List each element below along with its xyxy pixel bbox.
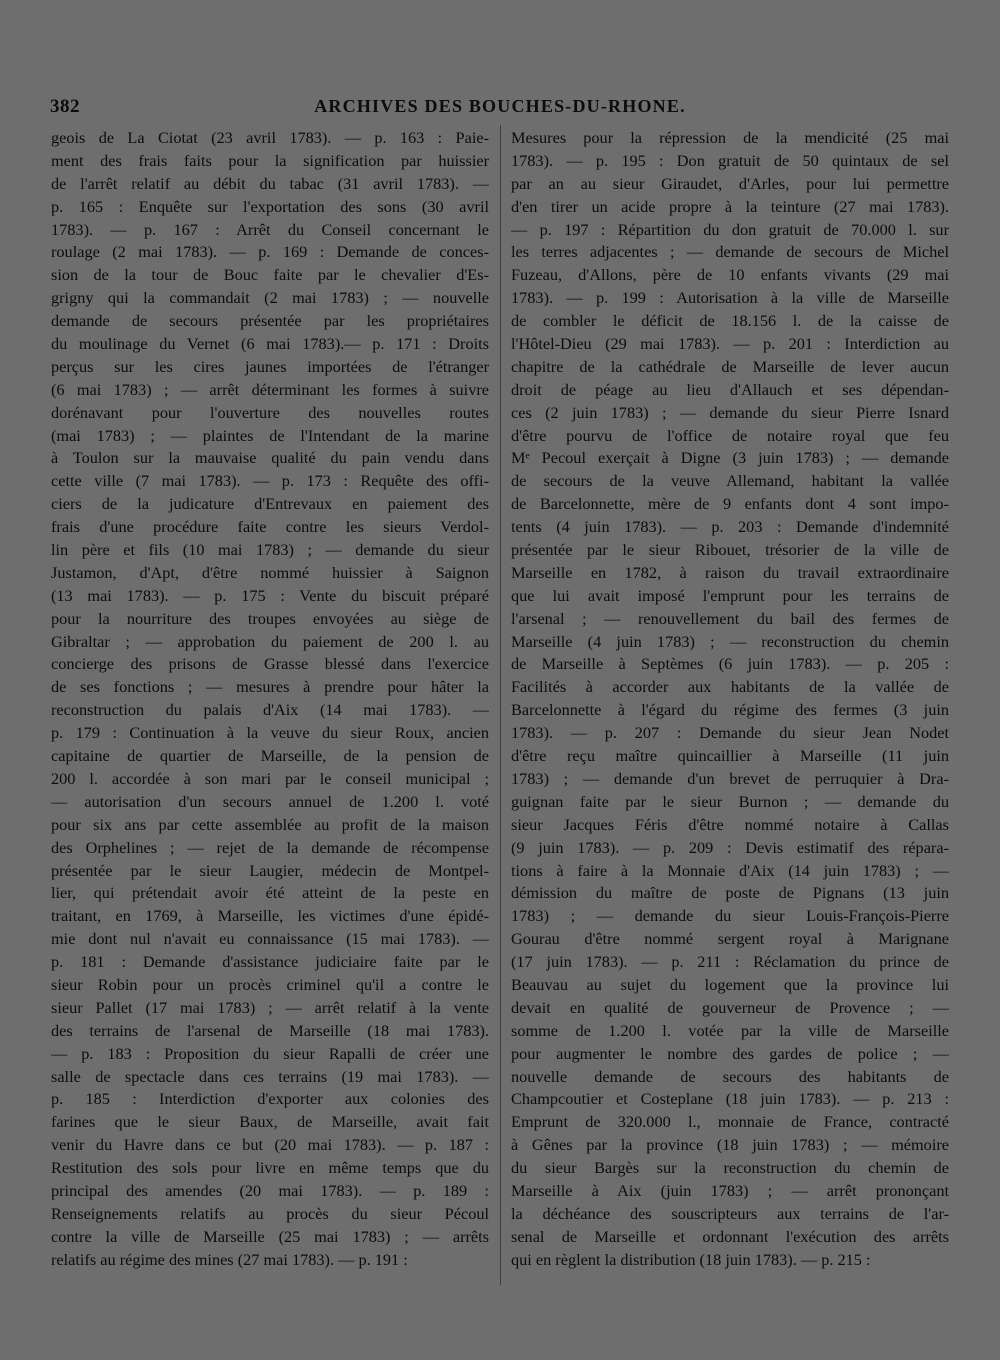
text-line: contre la ville de Marseille (25 mai 1783) ; — arrêts xyxy=(51,1226,489,1246)
page-header xyxy=(50,96,950,126)
text-line: de combler le déficit de 18.156 l. de la caisse de xyxy=(511,311,949,331)
text-line: Gourau d'être nommé sergent royal à Marignane xyxy=(511,929,949,949)
text-line: sieur Robin pour un procès criminel qu'il a contre le xyxy=(51,974,489,994)
text-line: Marseille à Aix (juin 1783) ; — arrêt prononçant xyxy=(511,1180,949,1200)
text-line: frais d'une procédure faite contre les sieurs Verdol- xyxy=(51,517,489,537)
text-line: capitaine de quartier de Marseille, de la pension de xyxy=(51,746,489,766)
left-text-column xyxy=(51,127,489,1272)
text-line: d'être pourvu de l'office de notaire royal que feu xyxy=(511,425,949,445)
text-line: tents (4 juin 1783). — p. 203 : Demande d'indemnité xyxy=(511,517,949,537)
text-line: (13 mai 1783). — p. 175 : Vente du biscuit préparé xyxy=(51,585,489,605)
text-line: Champcoutier et Costeplane (18 juin 1783). — p. 213 : xyxy=(511,1089,949,1109)
text-line: traitant, en 1769, à Marseille, les victimes d'une épidé- xyxy=(51,906,489,926)
text-line: de Marseille à Septèmes (6 juin 1783). — p. 205 : xyxy=(511,654,949,674)
text-line: l'arsenal ; — renouvellement du bail des fermes de xyxy=(511,608,949,628)
text-line: sion de la tour de Bouc faite par le chevalier d'Es- xyxy=(51,265,489,285)
text-line: 1783). — p. 195 : Don gratuit de 50 quintaux de sel xyxy=(511,150,949,170)
text-line: des Orphelines ; — rejet de la demande de récompense xyxy=(51,837,489,857)
text-line: devait en qualité de gouverneur de Provence ; — xyxy=(511,997,949,1017)
text-line: d'être reçu maître quincaillier à Marseille (11 juin xyxy=(511,746,949,766)
text-line: cette ville (7 mai 1783). — p. 173 : Requête des offi- xyxy=(51,471,489,491)
text-line: droit de péage au lieu d'Allauch et ses dépendan- xyxy=(511,379,949,399)
text-line: qui en règlent la distribution (18 juin 1783). — p. 215 : xyxy=(511,1249,871,1269)
text-line: démission du maître de poste de Pignans (13 juin xyxy=(511,883,949,903)
text-line: nouvelle demande de secours des habitants de xyxy=(511,1066,949,1086)
text-line: reconstruction du palais d'Aix (14 mai 1783). — xyxy=(51,700,489,720)
text-line: 1783). — p. 199 : Autorisation à la ville de Marseille xyxy=(511,288,949,308)
text-line: (17 juin 1783). — p. 211 : Réclamation du prince de xyxy=(511,952,949,972)
text-line: — p. 197 : Répartition du don gratuit de 70.000 l. sur xyxy=(511,219,949,239)
text-line: des terrains de l'arsenal de Marseille (18 mai 1783). xyxy=(51,1020,489,1040)
text-line: principal des amendes (20 mai 1783). — p. 189 : xyxy=(51,1180,489,1200)
column-divider xyxy=(500,125,501,1285)
text-line: pour la nourriture des troupes envoyées au siège de xyxy=(51,608,489,628)
text-line: (6 mai 1783) ; — arrêt déterminant les formes à suivre xyxy=(51,379,489,399)
text-line: demande de secours présentée par les propriétaires xyxy=(51,311,489,331)
text-line: farines que le sieur Baux, de Marseille, avait fait xyxy=(51,1112,489,1132)
text-line: par an au sieur Giraudet, d'Arles, pour lui permettre xyxy=(511,173,949,193)
text-line: de l'arrêt relatif au débit du tabac (31 avril 1783). — xyxy=(51,173,489,193)
text-line: 1783). — p. 167 : Arrêt du Conseil concernant le xyxy=(51,219,489,239)
text-line: Mesures pour la répression de la mendicité (25 mai xyxy=(511,128,949,147)
text-line: senal de Marseille et ordonnant l'exécution des arrêts xyxy=(511,1226,949,1246)
text-line: Restitution des sols pour livre en même temps que du xyxy=(51,1158,489,1178)
text-line: p. 185 : Interdiction d'exporter aux colonies des xyxy=(51,1089,489,1109)
text-line: lier, qui prétendait avoir été atteint de la peste en xyxy=(51,883,489,903)
text-line: p. 165 : Enquête sur l'exportation des sons (30 avril xyxy=(51,196,489,216)
text-line: Facilités à accorder aux habitants de la vallée de xyxy=(511,677,949,697)
text-line: à Toulon sur la mauvaise qualité du pain vendu dans xyxy=(51,448,489,468)
text-line: pour six ans par cette assemblée au profit de la maison xyxy=(51,814,489,834)
text-line: chapitre de la cathédrale de Marseille de lever aucun xyxy=(511,356,949,376)
text-line: relatifs au régime des mines (27 mai 1783). — p. 191 : xyxy=(51,1249,408,1269)
text-line: Fuzeau, d'Allons, père de 10 enfants vivants (29 mai xyxy=(511,265,949,285)
text-line: Beauvau au sujet du logement que la province lui xyxy=(511,974,949,994)
page-number: 382 xyxy=(50,96,80,117)
text-line: 1783) ; — demande du sieur Louis-François-Pierre xyxy=(511,906,949,926)
text-line: roulage (2 mai 1783). — p. 169 : Demande de conces- xyxy=(51,242,489,262)
text-line: que lui avait imposé l'emprunt pour les terrains de xyxy=(511,585,949,605)
text-line: l'Hôtel-Dieu (29 mai 1783). — p. 201 : Interdiction au xyxy=(511,334,949,354)
text-line: sieur Jacques Féris d'être nommé notaire à Callas xyxy=(511,814,949,834)
text-line: ciers de la judicature d'Entrevaux en paiement des xyxy=(51,494,489,514)
text-line: dorénavant pour l'ouverture des nouvelles routes xyxy=(51,402,489,422)
text-line: de secours de la veuve Allemand, habitant la vallée xyxy=(511,471,949,491)
right-text-column xyxy=(511,127,949,1272)
text-line: Marseille (4 juin 1783) ; — reconstruction du chemin xyxy=(511,631,949,651)
text-line: geois de La Ciotat (23 avril 1783). — p. 163 : Paie- xyxy=(51,128,489,147)
text-line: lin père et fils (10 mai 1783) ; — demande du sieur xyxy=(51,540,489,560)
text-line: pour augmenter le nombre des gardes de police ; — xyxy=(511,1043,949,1063)
text-line: concierge des prisons de Grasse blessé dans l'exercice xyxy=(51,654,489,674)
text-line: perçus sur les cires jaunes importées de l'étranger xyxy=(51,356,489,376)
text-line: somme de 1.200 l. votée par la ville de Marseille xyxy=(511,1020,949,1040)
text-line: salle de spectacle dans ces terrains (19 mai 1783). — xyxy=(51,1066,489,1086)
text-line: d'en tirer un acide propre à la teinture (27 mai 1783). xyxy=(511,196,949,216)
text-line: les terres adjacentes ; — demande de secours de Michel xyxy=(511,242,949,262)
running-title: ARCHIVES DES BOUCHES-DU-RHONE. xyxy=(314,96,686,116)
text-line: — autorisation d'un secours annuel de 1.200 l. voté xyxy=(51,791,489,811)
text-line: Barcelonnette à l'égard du régime des fermes (3 juin xyxy=(511,700,949,720)
text-line: venir du Havre dans ce but (20 mai 1783). — p. 187 : xyxy=(51,1135,489,1155)
text-line: Mᵉ Pecoul exerçait à Digne (3 juin 1783) ; — demande xyxy=(511,448,949,468)
text-line: sieur Pallet (17 mai 1783) ; — arrêt relatif à la vente xyxy=(51,997,489,1017)
text-line: (mai 1783) ; — plaintes de l'Intendant de la marine xyxy=(51,425,489,445)
text-line: 1783) ; — demande d'un brevet de perruquier à Dra- xyxy=(511,768,949,788)
text-line: 200 l. accordée à son mari par le conseil municipal ; xyxy=(51,768,489,788)
text-line: Justamon, d'Apt, d'être nommé huissier à Saignon xyxy=(51,562,489,582)
text-line: de Barcelonnette, mère de 9 enfants dont 4 sont impo- xyxy=(511,494,949,514)
text-line: présentée par le sieur Laugier, médecin de Montpel- xyxy=(51,860,489,880)
text-line: présentée par le sieur Ribouet, trésorier de la ville de xyxy=(511,540,949,560)
text-line: ces (2 juin 1783) ; — demande du sieur Pierre Isnard xyxy=(511,402,949,422)
text-line: de ses fonctions ; — mesures à prendre pour hâter la xyxy=(51,677,489,697)
text-line: du sieur Bargès sur la reconstruction du chemin de xyxy=(511,1158,949,1178)
text-line: mie dont nul n'avait eu connaissance (15 mai 1783). — xyxy=(51,929,489,949)
text-line: 1783). — p. 207 : Demande du sieur Jean Nodet xyxy=(511,723,949,743)
text-line: Renseignements relatifs au procès du sieur Pécoul xyxy=(51,1203,489,1223)
text-line: la déchéance des souscripteurs aux terrains de l'ar- xyxy=(511,1203,949,1223)
text-line: ment des frais faits pour la signification par huissier xyxy=(51,150,489,170)
text-line: du moulinage du Vernet (6 mai 1783).— p. 171 : Droits xyxy=(51,334,489,354)
text-line: tions à faire à la Monnaie d'Aix (14 juin 1783) ; — xyxy=(511,860,949,880)
text-line: Gibraltar ; — approbation du paiement de 200 l. au xyxy=(51,631,489,651)
text-line: guignan faite par le sieur Burnon ; — demande du xyxy=(511,791,949,811)
text-line: Emprunt de 320.000 l., monnaie de France, contracté xyxy=(511,1112,949,1132)
text-line: — p. 183 : Proposition du sieur Rapalli de créer une xyxy=(51,1043,489,1063)
text-line: (9 juin 1783). — p. 209 : Devis estimatif des répara- xyxy=(511,837,949,857)
text-line: grigny qui la commandait (2 mai 1783) ; — nouvelle xyxy=(51,288,489,308)
text-line: p. 181 : Demande d'assistance judiciaire faite par le xyxy=(51,952,489,972)
text-line: p. 179 : Continuation à la veuve du sieur Roux, ancien xyxy=(51,723,489,743)
text-line: Marseille en 1782, à raison du travail extraordinaire xyxy=(511,562,949,582)
text-line: à Gênes par la province (18 juin 1783) ; — mémoire xyxy=(511,1135,949,1155)
